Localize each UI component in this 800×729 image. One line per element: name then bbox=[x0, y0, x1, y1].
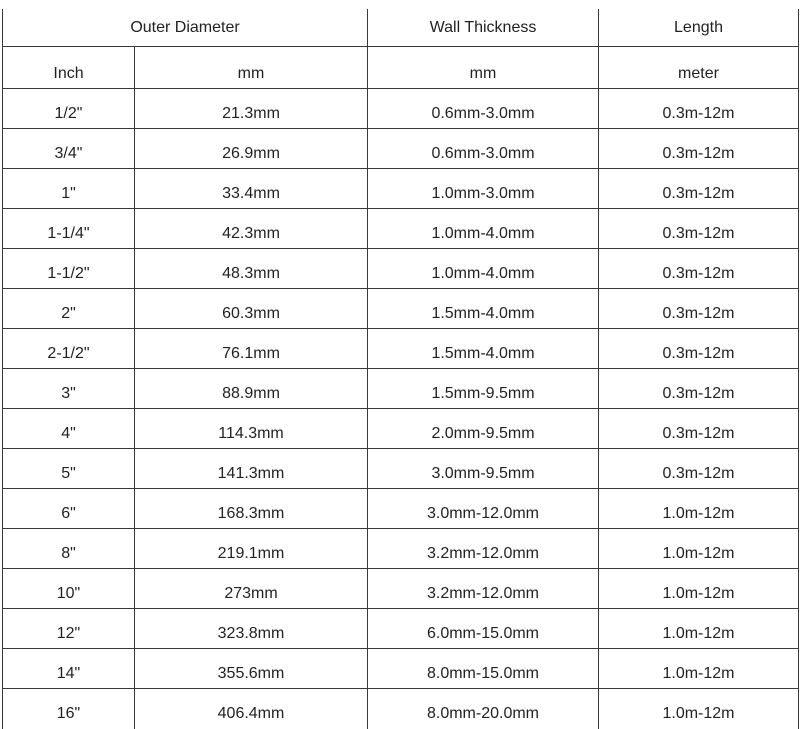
outer-diameter-cell: 60.3mm bbox=[135, 289, 368, 329]
inch-cell: 2-1/2" bbox=[3, 329, 135, 369]
wall-thickness-cell: 0.6mm-3.0mm bbox=[368, 89, 599, 129]
table-row bbox=[3, 489, 799, 529]
table-row bbox=[3, 609, 799, 649]
outer-diameter-cell: 168.3mm bbox=[135, 489, 368, 529]
wall-thickness-cell: 1.5mm-4.0mm bbox=[368, 289, 599, 329]
inch-cell: 1" bbox=[3, 169, 135, 209]
od-mm-unit-header: mm bbox=[135, 47, 368, 89]
inch-cell: 4" bbox=[3, 409, 135, 449]
table-row bbox=[3, 529, 799, 569]
table-row bbox=[3, 129, 799, 169]
inch-cell: 2" bbox=[3, 289, 135, 329]
table-body bbox=[3, 89, 799, 729]
table-row bbox=[3, 329, 799, 369]
inch-cell: 8" bbox=[3, 529, 135, 569]
table-row bbox=[3, 249, 799, 289]
outer-diameter-cell: 114.3mm bbox=[135, 409, 368, 449]
inch-cell: 1-1/4" bbox=[3, 209, 135, 249]
table-row bbox=[3, 169, 799, 209]
length-cell: 0.3m-12m bbox=[599, 409, 799, 449]
length-meter-unit-header: meter bbox=[599, 47, 799, 89]
outer-diameter-cell: 33.4mm bbox=[135, 169, 368, 209]
length-cell: 0.3m-12m bbox=[599, 169, 799, 209]
outer-diameter-cell: 21.3mm bbox=[135, 89, 368, 129]
table-row bbox=[3, 449, 799, 489]
wall-thickness-header: Wall Thickness bbox=[368, 9, 599, 47]
outer-diameter-cell: 88.9mm bbox=[135, 369, 368, 409]
wall-thickness-cell: 1.0mm-4.0mm bbox=[368, 209, 599, 249]
inch-cell: 14" bbox=[3, 649, 135, 689]
outer-diameter-cell: 76.1mm bbox=[135, 329, 368, 369]
inch-cell: 3/4" bbox=[3, 129, 135, 169]
length-cell: 1.0m-12m bbox=[599, 689, 799, 729]
outer-diameter-cell: 141.3mm bbox=[135, 449, 368, 489]
outer-diameter-cell: 42.3mm bbox=[135, 209, 368, 249]
length-cell: 1.0m-12m bbox=[599, 609, 799, 649]
length-cell: 0.3m-12m bbox=[599, 369, 799, 409]
table-row bbox=[3, 209, 799, 249]
length-cell: 0.3m-12m bbox=[599, 209, 799, 249]
length-cell: 0.3m-12m bbox=[599, 129, 799, 169]
table-row bbox=[3, 369, 799, 409]
wall-thickness-cell: 3.0mm-9.5mm bbox=[368, 449, 599, 489]
wall-thickness-cell: 1.0mm-4.0mm bbox=[368, 249, 599, 289]
length-cell: 0.3m-12m bbox=[599, 329, 799, 369]
wall-thickness-cell: 6.0mm-15.0mm bbox=[368, 609, 599, 649]
length-cell: 0.3m-12m bbox=[599, 89, 799, 129]
unit-row bbox=[3, 47, 799, 89]
table-row bbox=[3, 89, 799, 129]
outer-diameter-cell: 323.8mm bbox=[135, 609, 368, 649]
length-cell: 0.3m-12m bbox=[599, 449, 799, 489]
wall-thickness-cell: 3.2mm-12.0mm bbox=[368, 529, 599, 569]
length-cell: 0.3m-12m bbox=[599, 289, 799, 329]
wall-thickness-cell: 3.0mm-12.0mm bbox=[368, 489, 599, 529]
outer-diameter-cell: 219.1mm bbox=[135, 529, 368, 569]
length-cell: 1.0m-12m bbox=[599, 569, 799, 609]
wall-thickness-cell: 1.0mm-3.0mm bbox=[368, 169, 599, 209]
wall-thickness-cell: 0.6mm-3.0mm bbox=[368, 129, 599, 169]
wall-thickness-cell: 8.0mm-20.0mm bbox=[368, 689, 599, 729]
wall-thickness-cell: 3.2mm-12.0mm bbox=[368, 569, 599, 609]
length-cell: 1.0m-12m bbox=[599, 489, 799, 529]
header-row bbox=[3, 9, 799, 47]
inch-cell: 3" bbox=[3, 369, 135, 409]
wall-thickness-cell: 8.0mm-15.0mm bbox=[368, 649, 599, 689]
wt-mm-unit-header: mm bbox=[368, 47, 599, 89]
inch-unit-header: Inch bbox=[3, 47, 135, 89]
table-row bbox=[3, 649, 799, 689]
inch-cell: 12" bbox=[3, 609, 135, 649]
inch-cell: 16" bbox=[3, 689, 135, 729]
outer-diameter-cell: 273mm bbox=[135, 569, 368, 609]
table-row bbox=[3, 409, 799, 449]
length-cell: 1.0m-12m bbox=[599, 529, 799, 569]
table-row bbox=[3, 689, 799, 729]
wall-thickness-cell: 2.0mm-9.5mm bbox=[368, 409, 599, 449]
inch-cell: 5" bbox=[3, 449, 135, 489]
inch-cell: 10" bbox=[3, 569, 135, 609]
wall-thickness-cell: 1.5mm-4.0mm bbox=[368, 329, 599, 369]
outer-diameter-cell: 406.4mm bbox=[135, 689, 368, 729]
outer-diameter-cell: 48.3mm bbox=[135, 249, 368, 289]
outer-diameter-cell: 26.9mm bbox=[135, 129, 368, 169]
inch-cell: 6" bbox=[3, 489, 135, 529]
length-cell: 0.3m-12m bbox=[599, 249, 799, 289]
table-row bbox=[3, 289, 799, 329]
table-row bbox=[3, 569, 799, 609]
length-header: Length bbox=[599, 9, 799, 47]
wall-thickness-cell: 1.5mm-9.5mm bbox=[368, 369, 599, 409]
inch-cell: 1-1/2" bbox=[3, 249, 135, 289]
outer-diameter-cell: 355.6mm bbox=[135, 649, 368, 689]
inch-cell: 1/2" bbox=[3, 89, 135, 129]
length-cell: 1.0m-12m bbox=[599, 649, 799, 689]
pipe-size-table bbox=[2, 9, 799, 729]
outer-diameter-header: Outer Diameter bbox=[3, 9, 368, 47]
